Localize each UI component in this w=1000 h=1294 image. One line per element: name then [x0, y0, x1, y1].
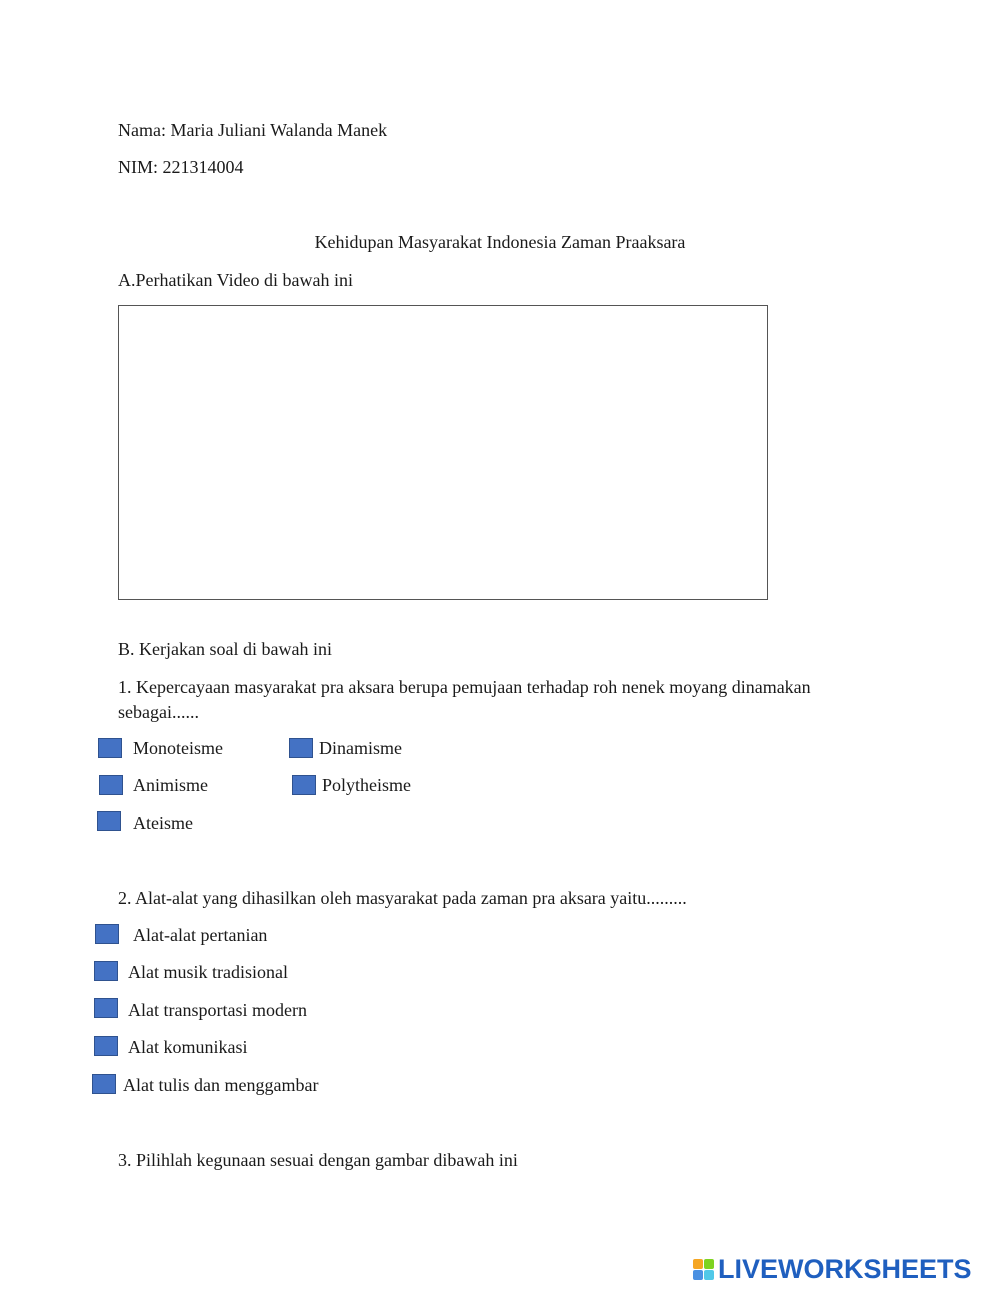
liveworksheets-logo-text: LIVEWORKSHEETS	[718, 1253, 972, 1284]
q1-option-label: Ateisme	[133, 813, 193, 833]
question-1-text-cont: sebagai......	[118, 702, 199, 722]
q1-option-checkbox-polytheisme[interactable]	[292, 775, 316, 795]
q2-option-checkbox-musik[interactable]	[94, 961, 118, 981]
q1-option-checkbox-animisme[interactable]	[99, 775, 123, 795]
q2-option-checkbox-tulis[interactable]	[92, 1074, 116, 1094]
q1-option-checkbox-monoteisme[interactable]	[98, 738, 122, 758]
q1-option-label: Dinamisme	[319, 738, 402, 758]
student-name: Nama: Maria Juliani Walanda Manek	[118, 120, 388, 140]
q1-option-label: Monoteisme	[133, 738, 223, 758]
section-b-heading: B. Kerjakan soal di bawah ini	[118, 639, 332, 659]
q2-option-checkbox-pertanian[interactable]	[95, 924, 119, 944]
q2-option-label: Alat transportasi modern	[128, 1000, 307, 1020]
question-3-text: 3. Pilihlah kegunaan sesuai dengan gambar dibawah ini	[118, 1150, 518, 1170]
worksheet-title: Kehidupan Masyarakat Indonesia Zaman Praaksara	[314, 232, 686, 252]
section-a-heading: A.Perhatikan Video di bawah ini	[118, 270, 354, 290]
q2-option-checkbox-transportasi[interactable]	[94, 998, 118, 1018]
student-nim: NIM: 221314004	[118, 157, 244, 177]
q2-option-label: Alat tulis dan menggambar	[123, 1075, 319, 1095]
q2-option-label: Alat komunikasi	[128, 1037, 248, 1057]
q2-option-label: Alat-alat pertanian	[133, 925, 268, 945]
q1-option-label: Animisme	[133, 775, 208, 795]
q2-option-label: Alat musik tradisional	[128, 962, 288, 982]
liveworksheets-logo-icon	[693, 1259, 714, 1280]
q2-option-checkbox-komunikasi[interactable]	[94, 1036, 118, 1056]
q1-option-label: Polytheisme	[322, 775, 411, 795]
q1-option-checkbox-ateisme[interactable]	[97, 811, 121, 831]
video-placeholder[interactable]	[118, 305, 768, 600]
liveworksheets-logo[interactable]	[693, 1254, 972, 1284]
question-1-text: 1. Kepercayaan masyarakat pra aksara berupa pemujaan terhadap roh nenek moyang dinamakan	[118, 677, 811, 697]
q1-option-checkbox-dinamisme[interactable]	[289, 738, 313, 758]
question-2-text: 2. Alat-alat yang dihasilkan oleh masyarakat pada zaman pra aksara yaitu.........	[118, 888, 687, 908]
